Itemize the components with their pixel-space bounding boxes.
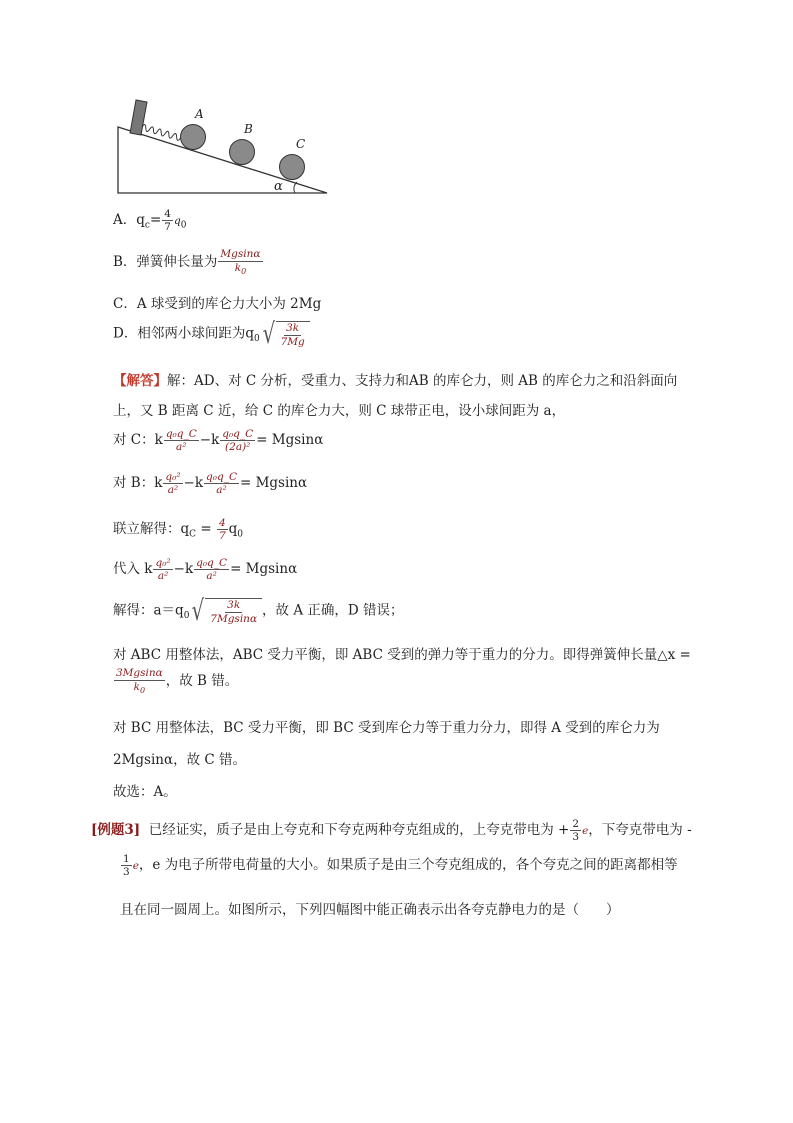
example3-label: [例题3] (91, 822, 141, 838)
bc-line-2: 2Mgsinα，故 C 错。 (113, 752, 247, 768)
label-c: C (296, 137, 306, 151)
ball-c (280, 155, 305, 180)
option-a: A．$q_c=$ $\frac{4}{7}$ $q_0$ (113, 207, 187, 233)
option-b: B．弹簧伸长量为 $\frac{Mgsin\alpha}{k_0}$ (113, 248, 261, 276)
incline-figure (110, 95, 340, 200)
label-b: B (244, 122, 253, 136)
abc-result: $\frac{3Mgsin\alpha}{k_0}$ ，故 B 错。 (116, 667, 239, 695)
joint-solution: 联立解得：$q_C$ = $\frac{4}{7}$ $q_0$ (113, 516, 244, 542)
solution-line-2: 上，又 B 距离 C 近，给 C 的库仑力大，则 C 球带正电，设小球间距为 a， (113, 403, 566, 419)
result-a: 解得：$a=q_0$ √ $\frac{3k}{7Mgsin\alpha}$ ，故 A 正确，D 错误； (113, 594, 404, 627)
answer: 故选：A。 (113, 784, 177, 800)
option-b-fraction: $\frac{Mgsin\alpha}{k_0}$ (220, 248, 261, 276)
angle-label: α (274, 179, 283, 194)
option-a-fraction: $\frac{4}{7}$ (164, 207, 171, 233)
solution-line-1: 【解答】解：AD、对 C 分析，受重力、支持力和AB 的库仑力，则 AB 的库仑力之和沿斜面向 (113, 373, 678, 389)
option-d-sqrt: √ $\frac{3k}{7Mg}$ (260, 320, 310, 348)
equation-b: 对 B：k $\frac{\text{q₀²}}{\text{a²}}$ −k $\frac{\text{q₀q\_C}}{\text{a²}}$ = Mgsinα (113, 470, 308, 496)
option-d: D．相邻两小球间距为$q_0$ √ $\frac{3k}{7Mg}$ (113, 320, 310, 348)
option-c: C．A 球受到的库仑力大小为 2Mg (113, 296, 322, 312)
ball-a (181, 125, 206, 150)
example3-line-3: 且在同一圆周上。如图所示，下列四幅图中能正确表示出各夸克静电力的是（ ） (120, 902, 620, 918)
bc-line-1: 对 BC 用整体法，BC 受力平衡，即 BC 受到库仑力等于重力分力，即得 A 受到的库仑力为 (113, 720, 660, 736)
wall-block (130, 100, 147, 135)
abc-line: 对 ABC 用整体法，ABC 受力平衡，即 ABC 受到的弹力等于重力的分力。即得弹簧伸长量△x = (113, 647, 691, 663)
solution-tag: 【解答】 (113, 373, 167, 389)
label-a: A (195, 107, 204, 121)
example3-line-2: $\frac{1}{3}$ e，e 为电子所带电荷量的大小。如果质子是由三个夸克组成的，各个夸克之间的距离都相等 (123, 852, 678, 878)
ball-b (230, 140, 255, 165)
substitution: 代入 k $\frac{\text{q₀²}}{\text{a²}}$ −k $\frac{\text{q₀q\_C}}{\text{a²}}$ = Mgsinα (113, 556, 298, 582)
example3-line-1: [例题3] 已经证实，质子是由上夸克和下夸克两种夸克组成的，上夸克带电为 + $\frac{2}{3}$ e，下夸克带电为 - (91, 817, 692, 843)
equation-c: 对 C：k $\frac{\text{q₀q\_C}}{\text{a²}}$ −k $\frac{\text{q₀q\_C}}{\text{(2a)²}}$ = Mgsinα (113, 427, 324, 453)
